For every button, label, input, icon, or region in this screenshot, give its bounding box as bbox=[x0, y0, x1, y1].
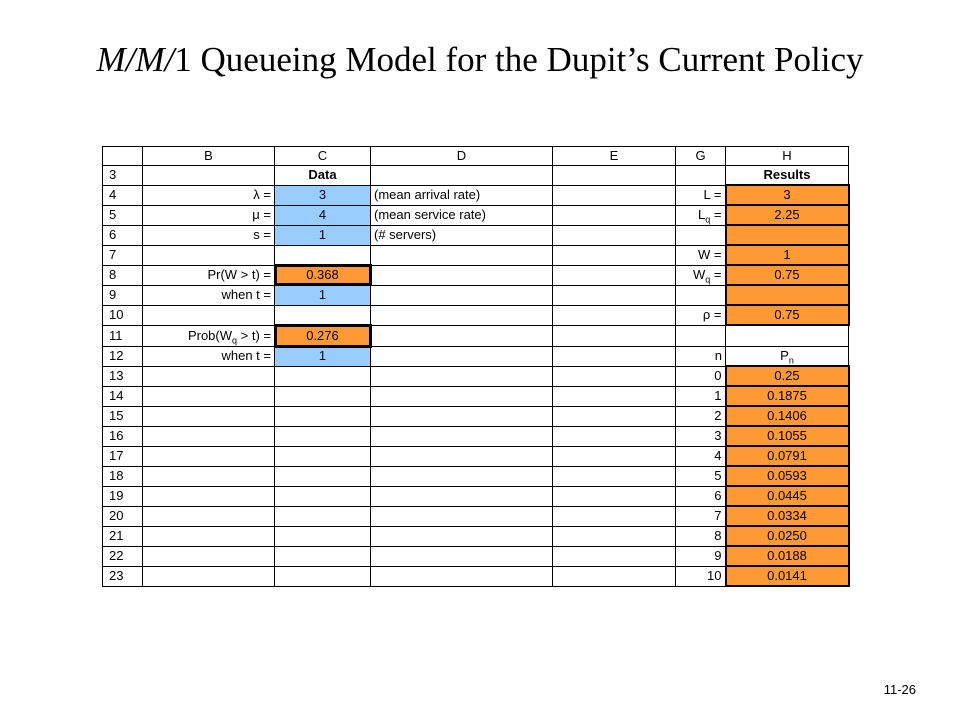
cell-c[interactable] bbox=[275, 406, 371, 426]
cell-g3[interactable] bbox=[676, 166, 726, 186]
row-4 bbox=[103, 185, 849, 205]
column-header-row bbox=[103, 147, 849, 166]
row-number[interactable]: 5 bbox=[103, 205, 143, 225]
mu-note[interactable]: (mean service rate) bbox=[371, 205, 553, 225]
cell-c[interactable] bbox=[275, 566, 371, 586]
cell-d[interactable] bbox=[371, 406, 553, 426]
row-number[interactable]: 10 bbox=[103, 305, 143, 325]
cell-c[interactable] bbox=[275, 506, 371, 526]
rho-value[interactable]: 0.75 bbox=[726, 305, 849, 325]
lambda-value[interactable]: 3 bbox=[275, 185, 371, 205]
cell-d10[interactable] bbox=[371, 305, 553, 325]
cell-g9[interactable] bbox=[676, 285, 726, 305]
cell-b[interactable] bbox=[143, 466, 275, 486]
n-value[interactable]: 1 bbox=[676, 386, 726, 406]
cell-d[interactable] bbox=[371, 546, 553, 566]
cell-g11[interactable] bbox=[676, 325, 726, 347]
cell-e[interactable] bbox=[553, 386, 676, 406]
cell-d8[interactable] bbox=[371, 265, 553, 285]
cell-e4[interactable] bbox=[553, 185, 676, 205]
row-number[interactable]: 21 bbox=[103, 526, 143, 546]
prob-wq-value[interactable]: 0.276 bbox=[275, 325, 371, 347]
cell-e5[interactable] bbox=[553, 205, 676, 225]
cell-c[interactable] bbox=[275, 386, 371, 406]
cell-c[interactable] bbox=[275, 486, 371, 506]
cell-b[interactable] bbox=[143, 446, 275, 466]
corner-cell[interactable] bbox=[103, 147, 143, 166]
when-t-value[interactable]: 1 bbox=[275, 285, 371, 305]
cell-e9[interactable] bbox=[553, 285, 676, 305]
pn-row bbox=[103, 466, 849, 486]
cell-e[interactable] bbox=[553, 546, 676, 566]
col-header-b[interactable]: B bbox=[143, 147, 275, 166]
row-number[interactable]: 4 bbox=[103, 185, 143, 205]
cell-b[interactable] bbox=[143, 486, 275, 506]
pn-row bbox=[103, 386, 849, 406]
cell-g6[interactable] bbox=[676, 225, 726, 245]
pn-value[interactable]: 0.1875 bbox=[726, 386, 849, 406]
servers-note[interactable]: (# servers) bbox=[371, 225, 553, 245]
cell-e7[interactable] bbox=[553, 245, 676, 265]
cell-e11[interactable] bbox=[553, 325, 676, 347]
cell-b[interactable] bbox=[143, 526, 275, 546]
pn-sub: n bbox=[788, 355, 794, 366]
cell-e6[interactable] bbox=[553, 225, 676, 245]
cell-d[interactable] bbox=[371, 486, 553, 506]
cell-b[interactable] bbox=[143, 426, 275, 446]
cell-e3[interactable] bbox=[553, 166, 676, 186]
when-t-label-2[interactable]: when t = bbox=[143, 347, 275, 367]
mu-value[interactable]: 4 bbox=[275, 205, 371, 225]
pn-header[interactable] bbox=[726, 347, 849, 367]
cell-d[interactable] bbox=[371, 566, 553, 586]
row-number[interactable]: 8 bbox=[103, 265, 143, 285]
pn-row bbox=[103, 506, 849, 526]
cell-h6[interactable] bbox=[726, 225, 849, 245]
cell-e10[interactable] bbox=[553, 305, 676, 325]
cell-c[interactable] bbox=[275, 366, 371, 386]
cell-e[interactable] bbox=[553, 566, 676, 586]
cell-b10[interactable] bbox=[143, 305, 275, 325]
page-number: 11-26 bbox=[883, 682, 916, 697]
row-number[interactable]: 20 bbox=[103, 506, 143, 526]
row-6 bbox=[103, 225, 849, 245]
col-header-e[interactable]: E bbox=[553, 147, 676, 166]
slide-title bbox=[0, 38, 960, 82]
servers-label[interactable]: s = bbox=[143, 225, 275, 245]
row-number[interactable]: 16 bbox=[103, 426, 143, 446]
col-header-d[interactable]: D bbox=[371, 147, 553, 166]
pn-table-body bbox=[103, 366, 849, 586]
w-value[interactable]: 1 bbox=[726, 245, 849, 265]
lq-main: L bbox=[698, 207, 706, 222]
cell-h9[interactable] bbox=[726, 285, 849, 305]
wq-value[interactable]: 0.75 bbox=[726, 265, 849, 285]
row-8 bbox=[103, 265, 849, 285]
pn-value[interactable]: 0.0188 bbox=[726, 546, 849, 566]
cell-b7[interactable] bbox=[143, 245, 275, 265]
prob-wq-tail: > t) = bbox=[237, 327, 271, 343]
pn-value[interactable]: 0.0141 bbox=[726, 566, 849, 586]
cell-d[interactable] bbox=[371, 386, 553, 406]
cell-e[interactable] bbox=[553, 426, 676, 446]
col-header-c[interactable]: C bbox=[275, 147, 371, 166]
col-header-g[interactable]: G bbox=[676, 147, 726, 166]
cell-c[interactable] bbox=[275, 426, 371, 446]
cell-d[interactable] bbox=[371, 446, 553, 466]
row-number[interactable]: 6 bbox=[103, 225, 143, 245]
pn-row bbox=[103, 366, 849, 386]
pn-value[interactable]: 0.0593 bbox=[726, 466, 849, 486]
row-number[interactable]: 3 bbox=[103, 166, 143, 186]
row-3 bbox=[103, 166, 849, 186]
n-value[interactable]: 6 bbox=[676, 486, 726, 506]
lambda-note[interactable]: (mean arrival rate) bbox=[371, 185, 553, 205]
cell-b[interactable] bbox=[143, 566, 275, 586]
cell-b[interactable] bbox=[143, 386, 275, 406]
row-number[interactable]: 18 bbox=[103, 466, 143, 486]
row-7 bbox=[103, 245, 849, 265]
data-header-cell[interactable]: Data bbox=[275, 166, 371, 186]
cell-b[interactable] bbox=[143, 366, 275, 386]
row-number[interactable]: 23 bbox=[103, 566, 143, 586]
pn-row bbox=[103, 426, 849, 446]
row-number[interactable]: 19 bbox=[103, 486, 143, 506]
wq-label[interactable] bbox=[676, 265, 726, 285]
row-number[interactable]: 11 bbox=[103, 325, 143, 347]
lq-tail: = bbox=[710, 207, 722, 222]
row-number[interactable]: 7 bbox=[103, 245, 143, 265]
cell-e12[interactable] bbox=[553, 347, 676, 367]
pr-w-value[interactable]: 0.368 bbox=[275, 265, 371, 285]
wq-main: W bbox=[692, 267, 706, 282]
row-number[interactable]: 14 bbox=[103, 386, 143, 406]
row-12 bbox=[103, 347, 849, 367]
row-5 bbox=[103, 205, 849, 225]
pn-value[interactable]: 0.0791 bbox=[726, 446, 849, 466]
cell-d11[interactable] bbox=[371, 325, 553, 347]
row-number[interactable]: 12 bbox=[103, 347, 143, 367]
cell-e[interactable] bbox=[553, 526, 676, 546]
prob-wq-label[interactable] bbox=[143, 325, 275, 347]
servers-value[interactable]: 1 bbox=[275, 225, 371, 245]
row-11 bbox=[103, 325, 849, 347]
col-header-h[interactable]: H bbox=[726, 147, 849, 166]
row-number[interactable]: 22 bbox=[103, 546, 143, 566]
pr-w-label[interactable]: Pr(W > t) = bbox=[143, 265, 275, 285]
n-header[interactable]: n bbox=[676, 347, 726, 367]
n-value[interactable]: 4 bbox=[676, 446, 726, 466]
row-number[interactable]: 9 bbox=[103, 285, 143, 305]
cell-e[interactable] bbox=[553, 506, 676, 526]
cell-e[interactable] bbox=[553, 486, 676, 506]
prob-wq-main: Prob(W bbox=[187, 327, 233, 343]
n-value[interactable]: 3 bbox=[676, 426, 726, 446]
results-header-cell[interactable]: Results bbox=[726, 166, 849, 186]
cell-c[interactable] bbox=[275, 526, 371, 546]
pn-value[interactable]: 0.25 bbox=[726, 366, 849, 386]
row-number[interactable]: 17 bbox=[103, 446, 143, 466]
cell-c[interactable] bbox=[275, 446, 371, 466]
cell-c7[interactable] bbox=[275, 245, 371, 265]
pn-main: P bbox=[780, 348, 789, 363]
n-value[interactable]: 0 bbox=[676, 366, 726, 386]
cell-b[interactable] bbox=[143, 406, 275, 426]
wq-sub: q bbox=[705, 274, 711, 285]
pn-value[interactable]: 0.0445 bbox=[726, 486, 849, 506]
cell-d[interactable] bbox=[371, 506, 553, 526]
cell-d12[interactable] bbox=[371, 347, 553, 367]
cell-d9[interactable] bbox=[371, 285, 553, 305]
n-value[interactable]: 7 bbox=[676, 506, 726, 526]
pn-row bbox=[103, 486, 849, 506]
row-number[interactable]: 15 bbox=[103, 406, 143, 426]
n-value[interactable]: 10 bbox=[676, 566, 726, 586]
cell-b[interactable] bbox=[143, 546, 275, 566]
l-value[interactable]: 3 bbox=[726, 185, 849, 205]
lq-sub: q bbox=[705, 214, 711, 225]
cell-e[interactable] bbox=[553, 406, 676, 426]
n-value[interactable]: 8 bbox=[676, 526, 726, 546]
cell-c10[interactable] bbox=[275, 305, 371, 325]
title-rest: 1 Queueing Model for the Dupit’s Current Policy bbox=[174, 40, 864, 79]
pn-value[interactable]: 0.0250 bbox=[726, 526, 849, 546]
cell-c[interactable] bbox=[275, 546, 371, 566]
cell-e[interactable] bbox=[553, 446, 676, 466]
cell-c[interactable] bbox=[275, 466, 371, 486]
pn-row bbox=[103, 446, 849, 466]
pn-row bbox=[103, 406, 849, 426]
w-label[interactable]: W = bbox=[676, 245, 726, 265]
cell-h11[interactable] bbox=[726, 325, 849, 347]
prob-wq-sub: q bbox=[232, 335, 238, 346]
mu-label[interactable]: μ = bbox=[143, 205, 275, 225]
row-9 bbox=[103, 285, 849, 305]
cell-d7[interactable] bbox=[371, 245, 553, 265]
pn-value[interactable]: 0.1406 bbox=[726, 406, 849, 426]
cell-d[interactable] bbox=[371, 366, 553, 386]
pn-value[interactable]: 0.1055 bbox=[726, 426, 849, 446]
cell-d3[interactable] bbox=[371, 166, 553, 186]
n-value[interactable]: 2 bbox=[676, 406, 726, 426]
lq-label[interactable] bbox=[676, 205, 726, 225]
row-10 bbox=[103, 305, 849, 325]
spreadsheet bbox=[102, 146, 850, 587]
cell-e[interactable] bbox=[553, 466, 676, 486]
cell-b3[interactable] bbox=[143, 166, 275, 186]
rho-label[interactable]: ρ = bbox=[676, 305, 726, 325]
row-number[interactable]: 13 bbox=[103, 366, 143, 386]
when-t-label[interactable]: when t = bbox=[143, 285, 275, 305]
cell-b[interactable] bbox=[143, 506, 275, 526]
cell-d[interactable] bbox=[371, 526, 553, 546]
cell-e8[interactable] bbox=[553, 265, 676, 285]
pn-row bbox=[103, 526, 849, 546]
cell-d[interactable] bbox=[371, 466, 553, 486]
title-italic-part: M/M/ bbox=[96, 40, 175, 79]
pn-value[interactable]: 0.0334 bbox=[726, 506, 849, 526]
wq-tail: = bbox=[710, 267, 722, 282]
n-value[interactable]: 5 bbox=[676, 466, 726, 486]
pn-row bbox=[103, 566, 849, 586]
l-label[interactable]: L = bbox=[676, 185, 726, 205]
lq-value[interactable]: 2.25 bbox=[726, 205, 849, 225]
n-value[interactable]: 9 bbox=[676, 546, 726, 566]
lambda-label[interactable]: λ = bbox=[143, 185, 275, 205]
cell-e[interactable] bbox=[553, 366, 676, 386]
when-t-value-2[interactable]: 1 bbox=[275, 347, 371, 367]
pn-row bbox=[103, 546, 849, 566]
cell-d[interactable] bbox=[371, 426, 553, 446]
